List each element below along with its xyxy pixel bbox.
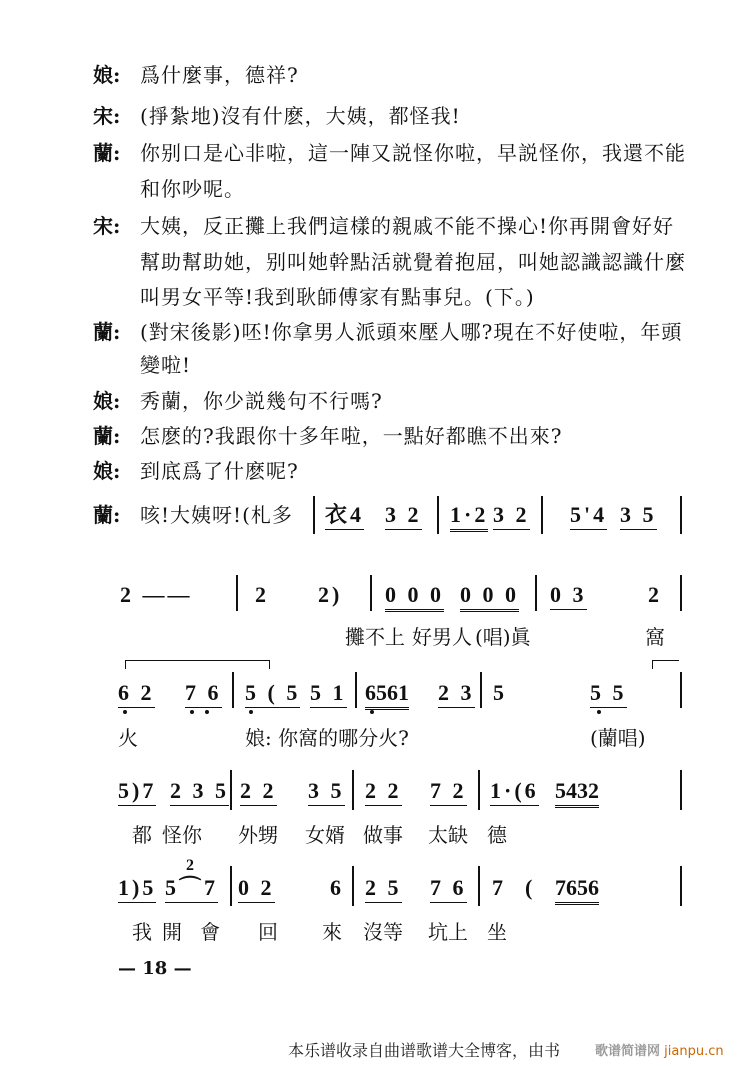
note-group: 5 — [493, 680, 507, 705]
note-group: 6 — [330, 875, 344, 900]
slur — [125, 660, 270, 669]
bar-line — [355, 672, 357, 708]
note-group: 5 1 — [310, 680, 347, 708]
note-group: 7656 — [555, 875, 599, 905]
speaker: 蘭: — [93, 503, 121, 527]
lyric: (唱)眞 — [475, 625, 531, 649]
note-group: 3 2 — [385, 502, 422, 530]
note-group: 2) — [318, 582, 343, 607]
note-group: 3 5 — [308, 778, 345, 806]
octave-dot — [123, 710, 127, 714]
lyric: 怪你 — [162, 823, 202, 847]
note-group: 衣4 — [325, 502, 364, 530]
note-group: 7 6 — [185, 680, 222, 708]
lyric: 好男人 — [412, 625, 472, 649]
bar-line — [680, 496, 682, 534]
lyric: 窩 — [645, 625, 665, 649]
lyric: 外甥 — [238, 823, 278, 847]
footer-note: 本乐谱收录自曲谱歌谱大全博客，由书 — [288, 1041, 561, 1060]
bar-line — [680, 575, 682, 611]
octave-dot — [205, 710, 209, 714]
dialogue-line: 你别口是心非啦，這一陣又説怪你啦，早説怪你，我還不能 — [140, 141, 686, 165]
watermark-domain: jianpu.cn — [664, 1044, 724, 1059]
octave-dot — [249, 710, 253, 714]
lyric: 娘: 你窩的哪分火? — [245, 726, 409, 750]
note-group: 2 2 — [240, 778, 277, 806]
lyric: 德 — [487, 823, 507, 847]
lyric: 攤不上 — [345, 625, 405, 649]
note-group: 0 3 — [550, 582, 587, 610]
lyric: 沒等 — [363, 920, 403, 944]
lyric: 坐 — [487, 920, 507, 944]
dialogue-line: 秀蘭，你少説幾句不行嗎? — [140, 389, 383, 413]
bar-line — [541, 496, 543, 534]
note-group: 2 3 5 — [170, 778, 229, 806]
bar-line — [370, 575, 372, 611]
note-group: 2 3 — [438, 680, 475, 708]
page-number: — 18 — — [118, 958, 192, 979]
note-group: 5'4 — [570, 502, 607, 530]
bar-line — [680, 672, 682, 708]
lyric: 來 — [322, 920, 342, 944]
speaker: 蘭: — [93, 424, 121, 448]
note-group: 0 0 0 — [385, 582, 444, 612]
note-group: 1·2 — [450, 502, 488, 532]
speaker: 蘭: — [93, 320, 121, 344]
note-group: 2 2 — [365, 778, 402, 806]
lyric: 太缺 — [428, 823, 468, 847]
dialogue-line: 到底爲了什麽呢? — [140, 459, 299, 483]
lyric: 我 — [132, 920, 152, 944]
note-group: 7 — [492, 875, 506, 900]
bar-line — [232, 672, 234, 708]
dialogue-line: 咳!大姨呀!(札多 — [140, 503, 293, 527]
lyric: 會 — [200, 920, 220, 944]
bar-line — [535, 575, 537, 611]
octave-dot — [190, 710, 194, 714]
dialogue-line: 怎麽的?我跟你十多年啦，一點好都瞧不出來? — [140, 424, 563, 448]
speaker: 蘭: — [93, 141, 121, 165]
dialogue-line: 和你吵呢。 — [140, 177, 245, 201]
note-group: 6 2 — [118, 680, 155, 708]
octave-dot — [597, 710, 601, 714]
lyric: 都 — [132, 823, 152, 847]
speaker: 娘: — [93, 389, 121, 413]
bar-line — [437, 496, 439, 534]
bar-line — [478, 770, 480, 810]
note-group: 1)5 — [118, 875, 156, 903]
dialogue-line: 大姨，反正攤上我們這樣的親戚不能不操心!你再開會好好 — [140, 214, 675, 238]
note-group: 7 6 — [430, 875, 467, 903]
note-group: ( — [525, 875, 536, 900]
bar-line — [313, 496, 315, 534]
speaker: 宋: — [93, 104, 121, 128]
note-group: 5 ( 5 — [245, 680, 300, 708]
lyric: 女婿 — [305, 823, 345, 847]
lyric: 火 — [118, 726, 138, 750]
lyric: 做事 — [363, 823, 403, 847]
octave-dot — [370, 710, 374, 714]
lyric: 坑上 — [428, 920, 468, 944]
dialogue-line: 變啦! — [140, 353, 192, 377]
note-group: 3 5 — [620, 502, 657, 530]
note-group: 5)7 — [118, 778, 156, 806]
bar-line — [680, 770, 682, 810]
note-group: 6561 — [365, 680, 409, 710]
note-group: 2 —— — [120, 582, 193, 607]
note-group: 5 5 — [590, 680, 627, 708]
note-group: 2 — [648, 582, 662, 607]
bar-line — [352, 770, 354, 810]
note-group: 2 5 — [365, 875, 402, 903]
grace-note: 2 — [186, 857, 197, 874]
dialogue-line: 叫男女平等!我到耿師傅家有點事兒。(下。) — [140, 285, 535, 309]
bar-line — [480, 672, 482, 708]
dialogue-line: 幫助幫助她，别叫她幹點活就覺着抱屈，叫她認識認識什麼 — [140, 250, 686, 274]
note-group: 0 2 — [238, 875, 275, 903]
bar-line — [230, 770, 232, 810]
note-group: 5⌒7 — [165, 875, 218, 903]
note-group: 2 — [255, 582, 269, 607]
dialogue-line: (對宋後影)呸!你拿男人派頭來壓人哪?現在不好使啦，年頭 — [140, 320, 683, 344]
speaker: 宋: — [93, 214, 121, 238]
watermark-text: 歌谱简谱网 — [595, 1044, 661, 1059]
note-group: 3 2 — [493, 502, 530, 530]
lyric: 開 — [162, 920, 182, 944]
note-group: 0 0 0 — [460, 582, 519, 612]
speaker: 娘: — [93, 63, 121, 87]
note-group: 1·(6 — [490, 778, 539, 806]
bar-line — [230, 866, 232, 906]
speaker: 娘: — [93, 459, 121, 483]
slur — [652, 660, 679, 669]
note-group: 5432 — [555, 778, 599, 808]
bar-line — [236, 575, 238, 611]
bar-line — [478, 866, 480, 906]
note-group: 7 2 — [430, 778, 467, 806]
lyric: 回 — [258, 920, 278, 944]
bar-line — [680, 866, 682, 906]
bar-line — [352, 866, 354, 906]
dialogue-line: (掙紮地)沒有什麽，大姨，都怪我! — [140, 104, 461, 128]
lyric: (蘭唱) — [590, 726, 646, 750]
watermark — [595, 1040, 724, 1059]
dialogue-line: 爲什麼事，德祥? — [140, 63, 299, 87]
